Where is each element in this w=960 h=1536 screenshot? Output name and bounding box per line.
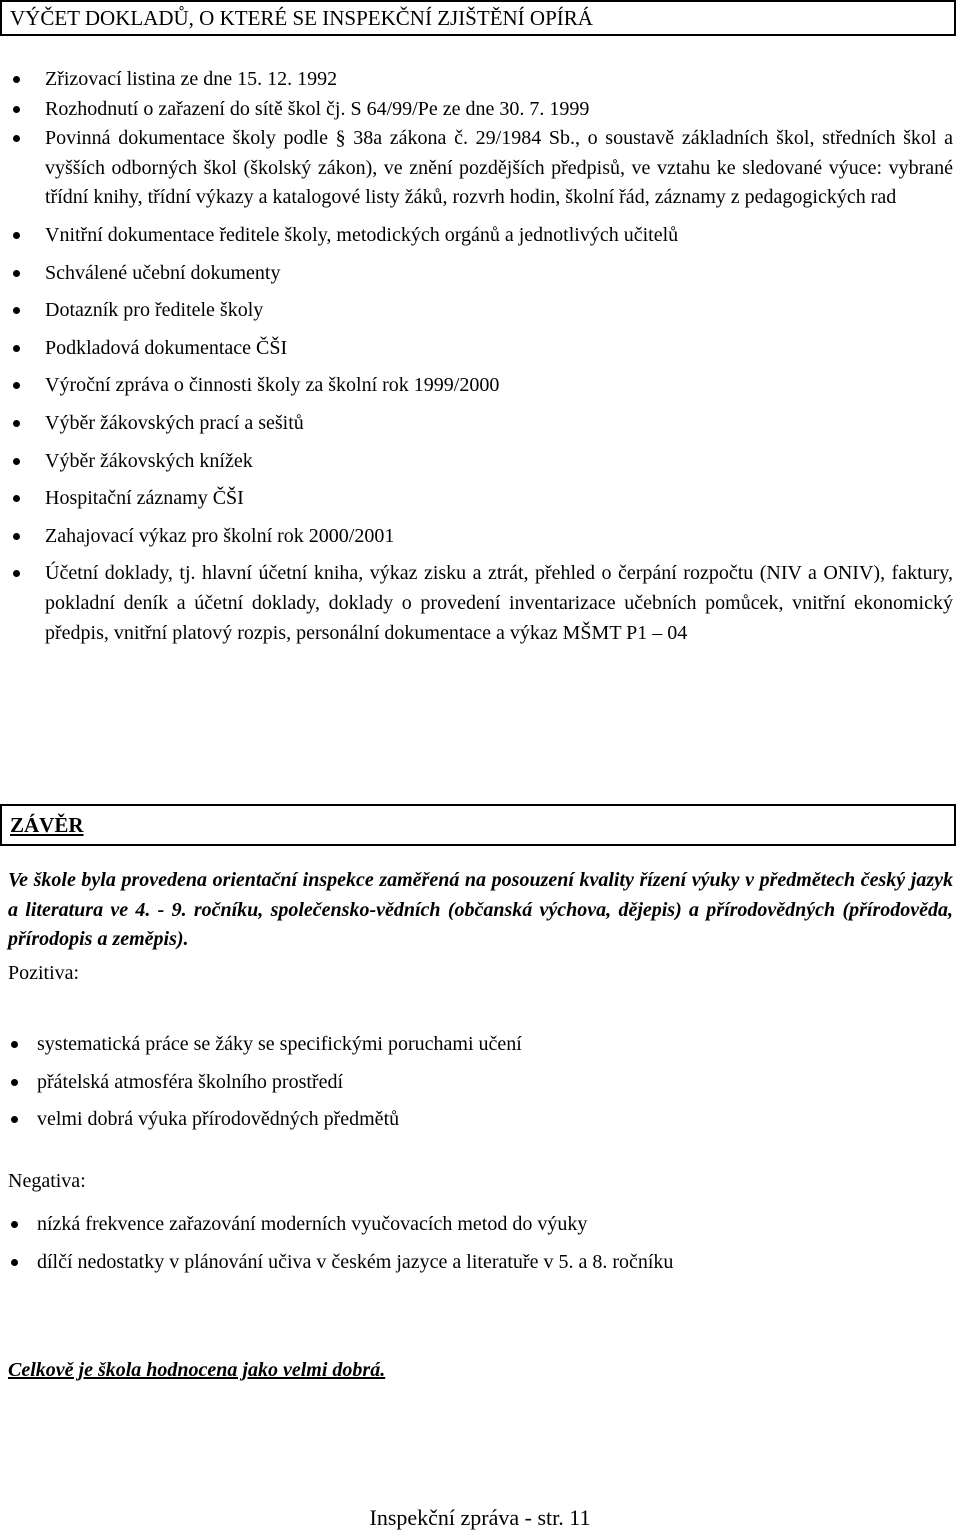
list-item: Hospitační záznamy ČŠI: [45, 484, 953, 514]
list-item: Vnitřní dokumentace ředitele školy, metodických orgánů a jednotlivých učitelů: [45, 221, 953, 251]
list-item: Výroční zpráva o činnosti školy za školní rok 1999/2000: [45, 371, 953, 401]
list-item: Povinná dokumentace školy podle § 38a zákona č. 29/1984 Sb., o soustavě základních škol, středních škol a vyšších odborných škol (školský zákon), ve znění pozdějších předpisů, ve vztahu ke sledované výuce: vybrané třídní knihy, třídní výkazy a katalogové listy žáků, rozvrh hodin, školní řád, záznamy z pedagogických rad: [45, 124, 953, 213]
list-item: Podkladová dokumentace ČŠI: [45, 334, 953, 364]
list-item: Účetní doklady, tj. hlavní účetní kniha, výkaz zisku a ztrát, přehled o čerpání rozpočtu (NIV a ONIV), faktury, pokladní deník a účetní doklady, doklady o provedení inventarizace učebních pomůcek, vnitřní ekonomický předpis, vnitřní platový rozpis, personální dokumentace a výkaz MŠMT P1 – 04: [45, 559, 953, 648]
list-item: Výběr žákovských prací a sešitů: [45, 409, 953, 439]
list-item: Rozhodnutí o zařazení do sítě škol čj. S 64/99/Pe ze dne 30. 7. 1999: [45, 95, 953, 125]
positives-label: Pozitiva:: [8, 962, 80, 984]
section-heading: VÝČET DOKLADŮ, O KTERÉ SE INSPEKČNÍ ZJIŠTĚNÍ OPÍRÁ: [0, 0, 956, 36]
list-item: velmi dobrá výuka přírodovědných předmětů: [37, 1105, 937, 1135]
overall-rating: Celkově je škola hodnocena jako velmi dobrá.: [8, 1359, 386, 1381]
list-item: dílčí nedostatky v plánování učiva v českém jazyce a literatuře v 5. a 8. ročníku: [37, 1248, 937, 1278]
conclusion-summary: Ve škole byla provedena orientační inspekce zaměřená na posouzení kvality řízení výuky v předmětech český jazyk a literatura ve 4. - 9. ročníku, společensko-vědních (občanská výchova, dějepis) a přírodovědných (přírodověda, přírodopis a zeměpis).: [8, 869, 953, 951]
conclusion-heading: ZÁVĚR: [0, 804, 956, 846]
list-item: nízká frekvence zařazování moderních vyučovacích metod do výuky: [37, 1210, 937, 1240]
negatives-label: Negativa:: [8, 1170, 86, 1192]
negatives-list: [37, 1210, 937, 1285]
list-item: Dotazník pro ředitele školy: [45, 296, 953, 326]
list-item: systematická práce se žáky se specifickými poruchami učení: [37, 1030, 937, 1060]
list-item: Zřizovací listina ze dne 15. 12. 1992: [45, 65, 953, 95]
list-item: Schválené učební dokumenty: [45, 259, 953, 289]
list-item: Výběr žákovských knížek: [45, 447, 953, 477]
list-item: Zahajovací výkaz pro školní rok 2000/2001: [45, 522, 953, 552]
positives-list: [37, 1030, 937, 1143]
list-item: přátelská atmosféra školního prostředí: [37, 1068, 937, 1098]
documents-list: [45, 65, 953, 656]
page-footer: Inspekční zpráva - str. 11: [369, 1505, 591, 1530]
